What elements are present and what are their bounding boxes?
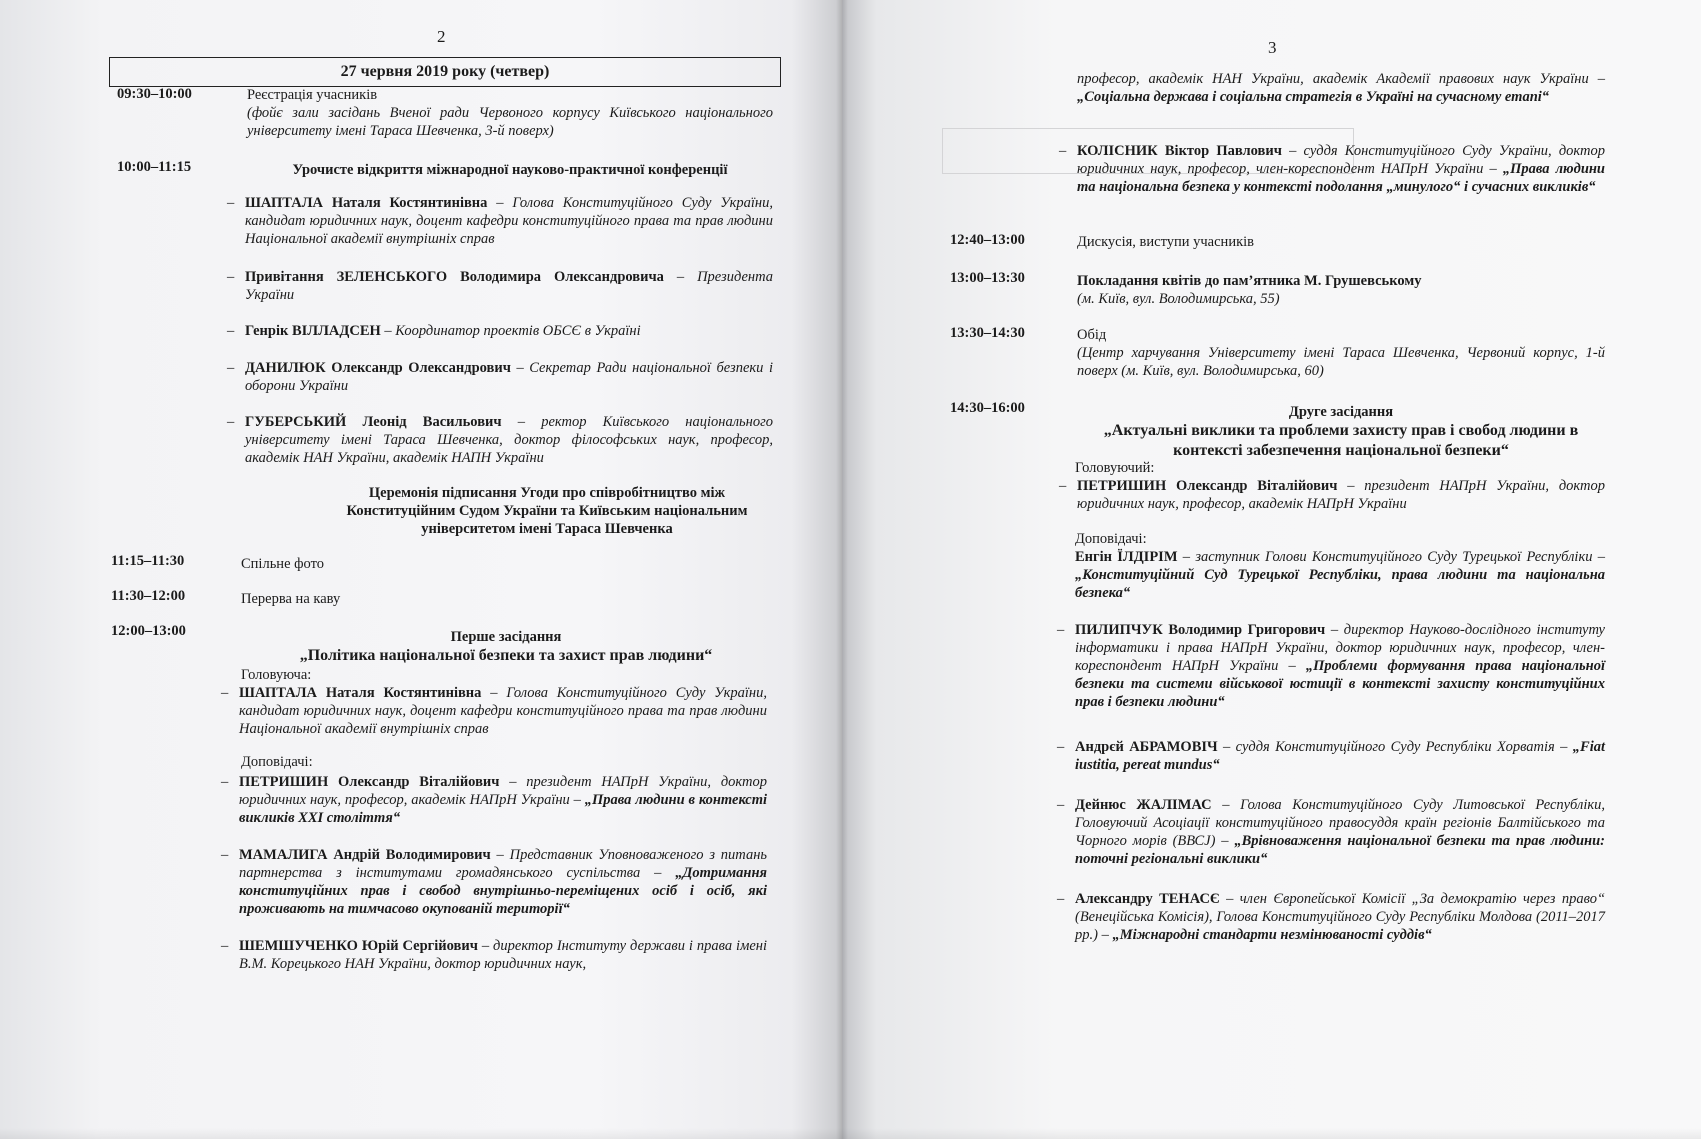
date-header: 27 червня 2019 року (четвер) — [109, 57, 781, 87]
second-session-title: „Актуальні виклики та проблеми захисту прав і свобод людини в контексті забезпечення національної безпеки“ — [1103, 422, 1579, 459]
time-photo: 11:15–11:30 — [111, 553, 185, 569]
speaker-name: КОЛІСНИК Віктор Павлович — [1077, 143, 1282, 159]
flowers-title: Покладання квітів до пам’ятника М. Грушевському — [1077, 273, 1422, 289]
second-session-speaker-4 — [1075, 796, 1605, 868]
speaker-role: – Координатор проектів ОБСЄ в Україні — [380, 323, 641, 339]
opening-speaker-4 — [245, 359, 773, 395]
time-second-session: 14:30–16:00 — [950, 400, 1025, 416]
continued-speaker — [1077, 70, 1605, 106]
time-first-session: 12:00–13:00 — [111, 623, 186, 639]
dash-marker: – — [221, 938, 229, 954]
chair-role: – президент НАПрН України, доктор юридичних наук, професор, академік НАПрН України — [1077, 478, 1605, 512]
speaker-role: – ректор Київського національного університету імені Тараса Шевченка, доктор філософських наук, професор, академік НАН України, академік НАПН України — [245, 414, 773, 466]
second-session-heading: Друге засідання — [1288, 404, 1394, 420]
chair-label: Головуюча: — [241, 667, 312, 683]
speaker-name: Привітання ЗЕЛЕНСЬКОГО Володимира Олександровича — [245, 269, 664, 285]
registration-title: Реєстрація учасників — [247, 87, 378, 103]
registration-place: (фойє зали засідань Вченої ради Червоного корпусу Київського національного університету імені Тараса Шевченка, 3-й поверх) — [247, 105, 773, 139]
speaker-topic: „Права людини в контексті викликів ХХІ століття“ — [239, 792, 767, 826]
dash-marker: – — [1057, 622, 1065, 638]
coffee-title: Перерва на каву — [241, 591, 341, 607]
speaker-name: ШАПТАЛА Наталя Костянтинівна — [245, 195, 488, 211]
speaker-role: – Голова Конституційного Суду Литовської Республіки, Головуючий Асоціації конституційного правосуддя країн регіонів Балтійського та Чорного морів (ВВСJ) – — [1075, 797, 1606, 849]
speaker-name: ПИЛИПЧУК Володимир Григорович — [1075, 622, 1326, 638]
chair-name: ШАПТАЛА Наталя Костянтинівна — [239, 685, 482, 701]
speaker-role: – директор Науково-дослідного інституту інформатики і права НАПрН України, доктор юридичних наук, професор, член-кореспондент НАПрН України – — [1075, 622, 1605, 674]
speaker-name: МАМАЛИГА Андрій Володимирович — [239, 847, 491, 863]
speaker-role: – директор Інституту держави і права імені В.М. Корецького НАН України, доктор юридичних наук, — [239, 938, 767, 972]
speaker-name: ПЕТРИШИН Олександр Віталійович — [239, 774, 500, 790]
chair-label: Головуючий: — [1075, 460, 1155, 476]
speaker-topic: „Fiat iustitia, pereat mundus“ — [1075, 739, 1606, 773]
speaker-name: Андрєй АБРАМОВІЧ — [1075, 739, 1218, 755]
dash-marker: – — [221, 847, 229, 863]
first-session-title: „Політика національної безпеки та захист прав людини“ — [299, 647, 713, 664]
scan-edge-shadow — [0, 1128, 1701, 1139]
dash-marker: – — [1057, 739, 1065, 755]
speaker-role: – Секретар Ради національної безпеки і оборони України — [245, 360, 773, 394]
dash-marker: – — [221, 685, 229, 701]
first-session-chair — [239, 684, 767, 738]
dash-marker: – — [1057, 797, 1065, 813]
lunch-title: Обід — [1077, 327, 1107, 343]
page-2 — [0, 0, 842, 1139]
speaker-name: Генрік ВІЛЛАДСЕН — [245, 323, 381, 339]
second-session-speaker-1 — [1075, 548, 1605, 602]
first-session-heading: Перше засідання — [450, 629, 562, 645]
speaker-topic: „Конституційний Суд Турецької Республіки, права людини та національна безпека“ — [1075, 567, 1605, 601]
photo-title: Спільне фото — [241, 556, 324, 572]
speaker-role: – заступник Голови Конституційного Суду Турецької Республіки – — [1177, 549, 1606, 565]
speaker-topic: „Соціальна держава і соціальна стратегія в Україні на сучасному етапі“ — [1077, 89, 1550, 105]
time-opening: 10:00–11:15 — [117, 159, 192, 175]
speaker-topic: „Міжнародні стандарти незмінюваності суддів“ — [1112, 927, 1432, 943]
opening-speaker-2 — [245, 268, 773, 304]
first-session-speaker-3 — [239, 937, 767, 973]
first-session-speaker-1 — [239, 773, 767, 827]
speaker-topic: „Дотримання конституційних прав і свобод внутрішньо-переміщених осіб і осіб, які проживають на тимчасово окупованій території“ — [239, 865, 767, 917]
speaker-name: Енгін ЇЛДІРІМ — [1075, 549, 1178, 565]
speaker-name: ШЕМШУЧЕНКО Юрій Сергійович — [239, 938, 478, 954]
second-session-chair — [1077, 477, 1605, 513]
kolisnyk-speaker — [1077, 142, 1605, 196]
speaker-name: ГУБЕРСЬКИЙ Леонід Васильович — [245, 414, 502, 430]
speaker-role: – суддя Конституційного Суду Республіки Хорватія – — [1217, 739, 1573, 755]
time-discussion: 12:40–13:00 — [950, 232, 1025, 248]
registration-block — [247, 86, 773, 140]
dash-marker: – — [1057, 891, 1065, 907]
page-3 — [842, 0, 1701, 1139]
speaker-role: – Представник Уповноваженого з питань партнерства з інститутами громадянського суспільства – — [239, 847, 768, 881]
first-session-speaker-2 — [239, 846, 767, 918]
speaker-role: – президент НАПрН України, доктор юридичних наук, професор, академік НАПрН України – — [239, 774, 767, 808]
opening-speaker-5 — [245, 413, 773, 467]
page-number: 2 — [437, 27, 446, 46]
chair-name: ПЕТРИШИН Олександр Віталійович — [1077, 478, 1338, 494]
dash-marker: – — [227, 323, 235, 339]
dash-marker: – — [1059, 143, 1067, 159]
second-session-speaker-2 — [1075, 621, 1605, 711]
opening-title: Урочисте відкриття міжнародної науково-практичної конференції — [292, 162, 728, 178]
opening-speaker-3 — [245, 322, 773, 340]
time-lunch: 13:30–14:30 — [950, 325, 1025, 341]
second-session-speaker-5 — [1075, 890, 1605, 944]
flowers-block — [1077, 272, 1605, 308]
speaker-role: професор, академік НАН України, академік Академії правових наук України – — [1077, 71, 1605, 87]
dash-marker: – — [227, 195, 235, 211]
time-registration: 09:30–10:00 — [117, 86, 192, 102]
speaker-name: ДАНИЛЮК Олександр Олександрович — [245, 360, 511, 376]
speakers-label: Доповідачі: — [1075, 531, 1147, 547]
book-spine-shadow — [836, 0, 848, 1139]
speaker-topic: „Врівноваження національної безпеки та прав людини: поточні регіональні виклики“ — [1075, 833, 1606, 867]
lunch-place: (Центр харчування Університету імені Тараса Шевченка, Червоний корпус, 1-й поверх (м. Київ, вул. Володимирська, 60) — [1077, 345, 1605, 379]
second-session-speaker-3 — [1075, 738, 1605, 774]
speaker-name: Дейнюс ЖАЛІМАС — [1075, 797, 1212, 813]
speaker-topic: „Проблеми формування права національної безпеки та системи військової юстиції в контексті захисту конституційних прав і безпеки людини“ — [1075, 658, 1605, 710]
dash-marker: – — [227, 360, 235, 376]
lunch-block — [1077, 326, 1605, 380]
discussion-title: Дискусія, виступи учасників — [1077, 234, 1254, 250]
opening-speaker-1 — [245, 194, 773, 248]
speakers-label: Доповідачі: — [241, 754, 313, 770]
dash-marker: – — [1059, 478, 1067, 494]
chair-role: – Голова Конституційного Суду України, кандидат юридичних наук, доцент кафедри конституційного права та прав людини Національної академії внутрішніх справ — [239, 685, 767, 737]
speaker-role: – суддя Конституційного Суду України, доктор юридичних наук, професор, член-кореспондент НАПрН України – — [1077, 143, 1605, 177]
speaker-role: – член Європейської Комісії „За демократію через право“ (Венеційська Комісія), Голова Конституційного Суду Республіки Молдова (2011–2017 рр.) – — [1075, 891, 1606, 943]
time-flowers: 13:00–13:30 — [950, 270, 1025, 286]
speaker-topic: „Права людини та національна безпека у контексті подолання „минулого“ і сучасних викликів“ — [1077, 161, 1605, 195]
speaker-role: – Голова Конституційного Суду України, кандидат юридичних наук, доцент кафедри конституційного права та прав людини Національної академії внутрішніх справ — [245, 195, 773, 247]
dash-marker: – — [221, 774, 229, 790]
dash-marker: – — [227, 414, 235, 430]
page-number: 3 — [1268, 38, 1277, 57]
ceremony-title: Церемонія підписання Угоди про співробітництво між Конституційним Судом України та Київським національним університетом імені Тараса Шевченка — [346, 485, 748, 537]
speaker-role: – Президента України — [245, 269, 774, 303]
flowers-place: (м. Київ, вул. Володимирська, 55) — [1077, 291, 1280, 307]
speaker-name: Александру ТЕНАСЄ — [1075, 891, 1220, 907]
time-coffee: 11:30–12:00 — [111, 588, 186, 604]
dash-marker: – — [227, 269, 235, 285]
